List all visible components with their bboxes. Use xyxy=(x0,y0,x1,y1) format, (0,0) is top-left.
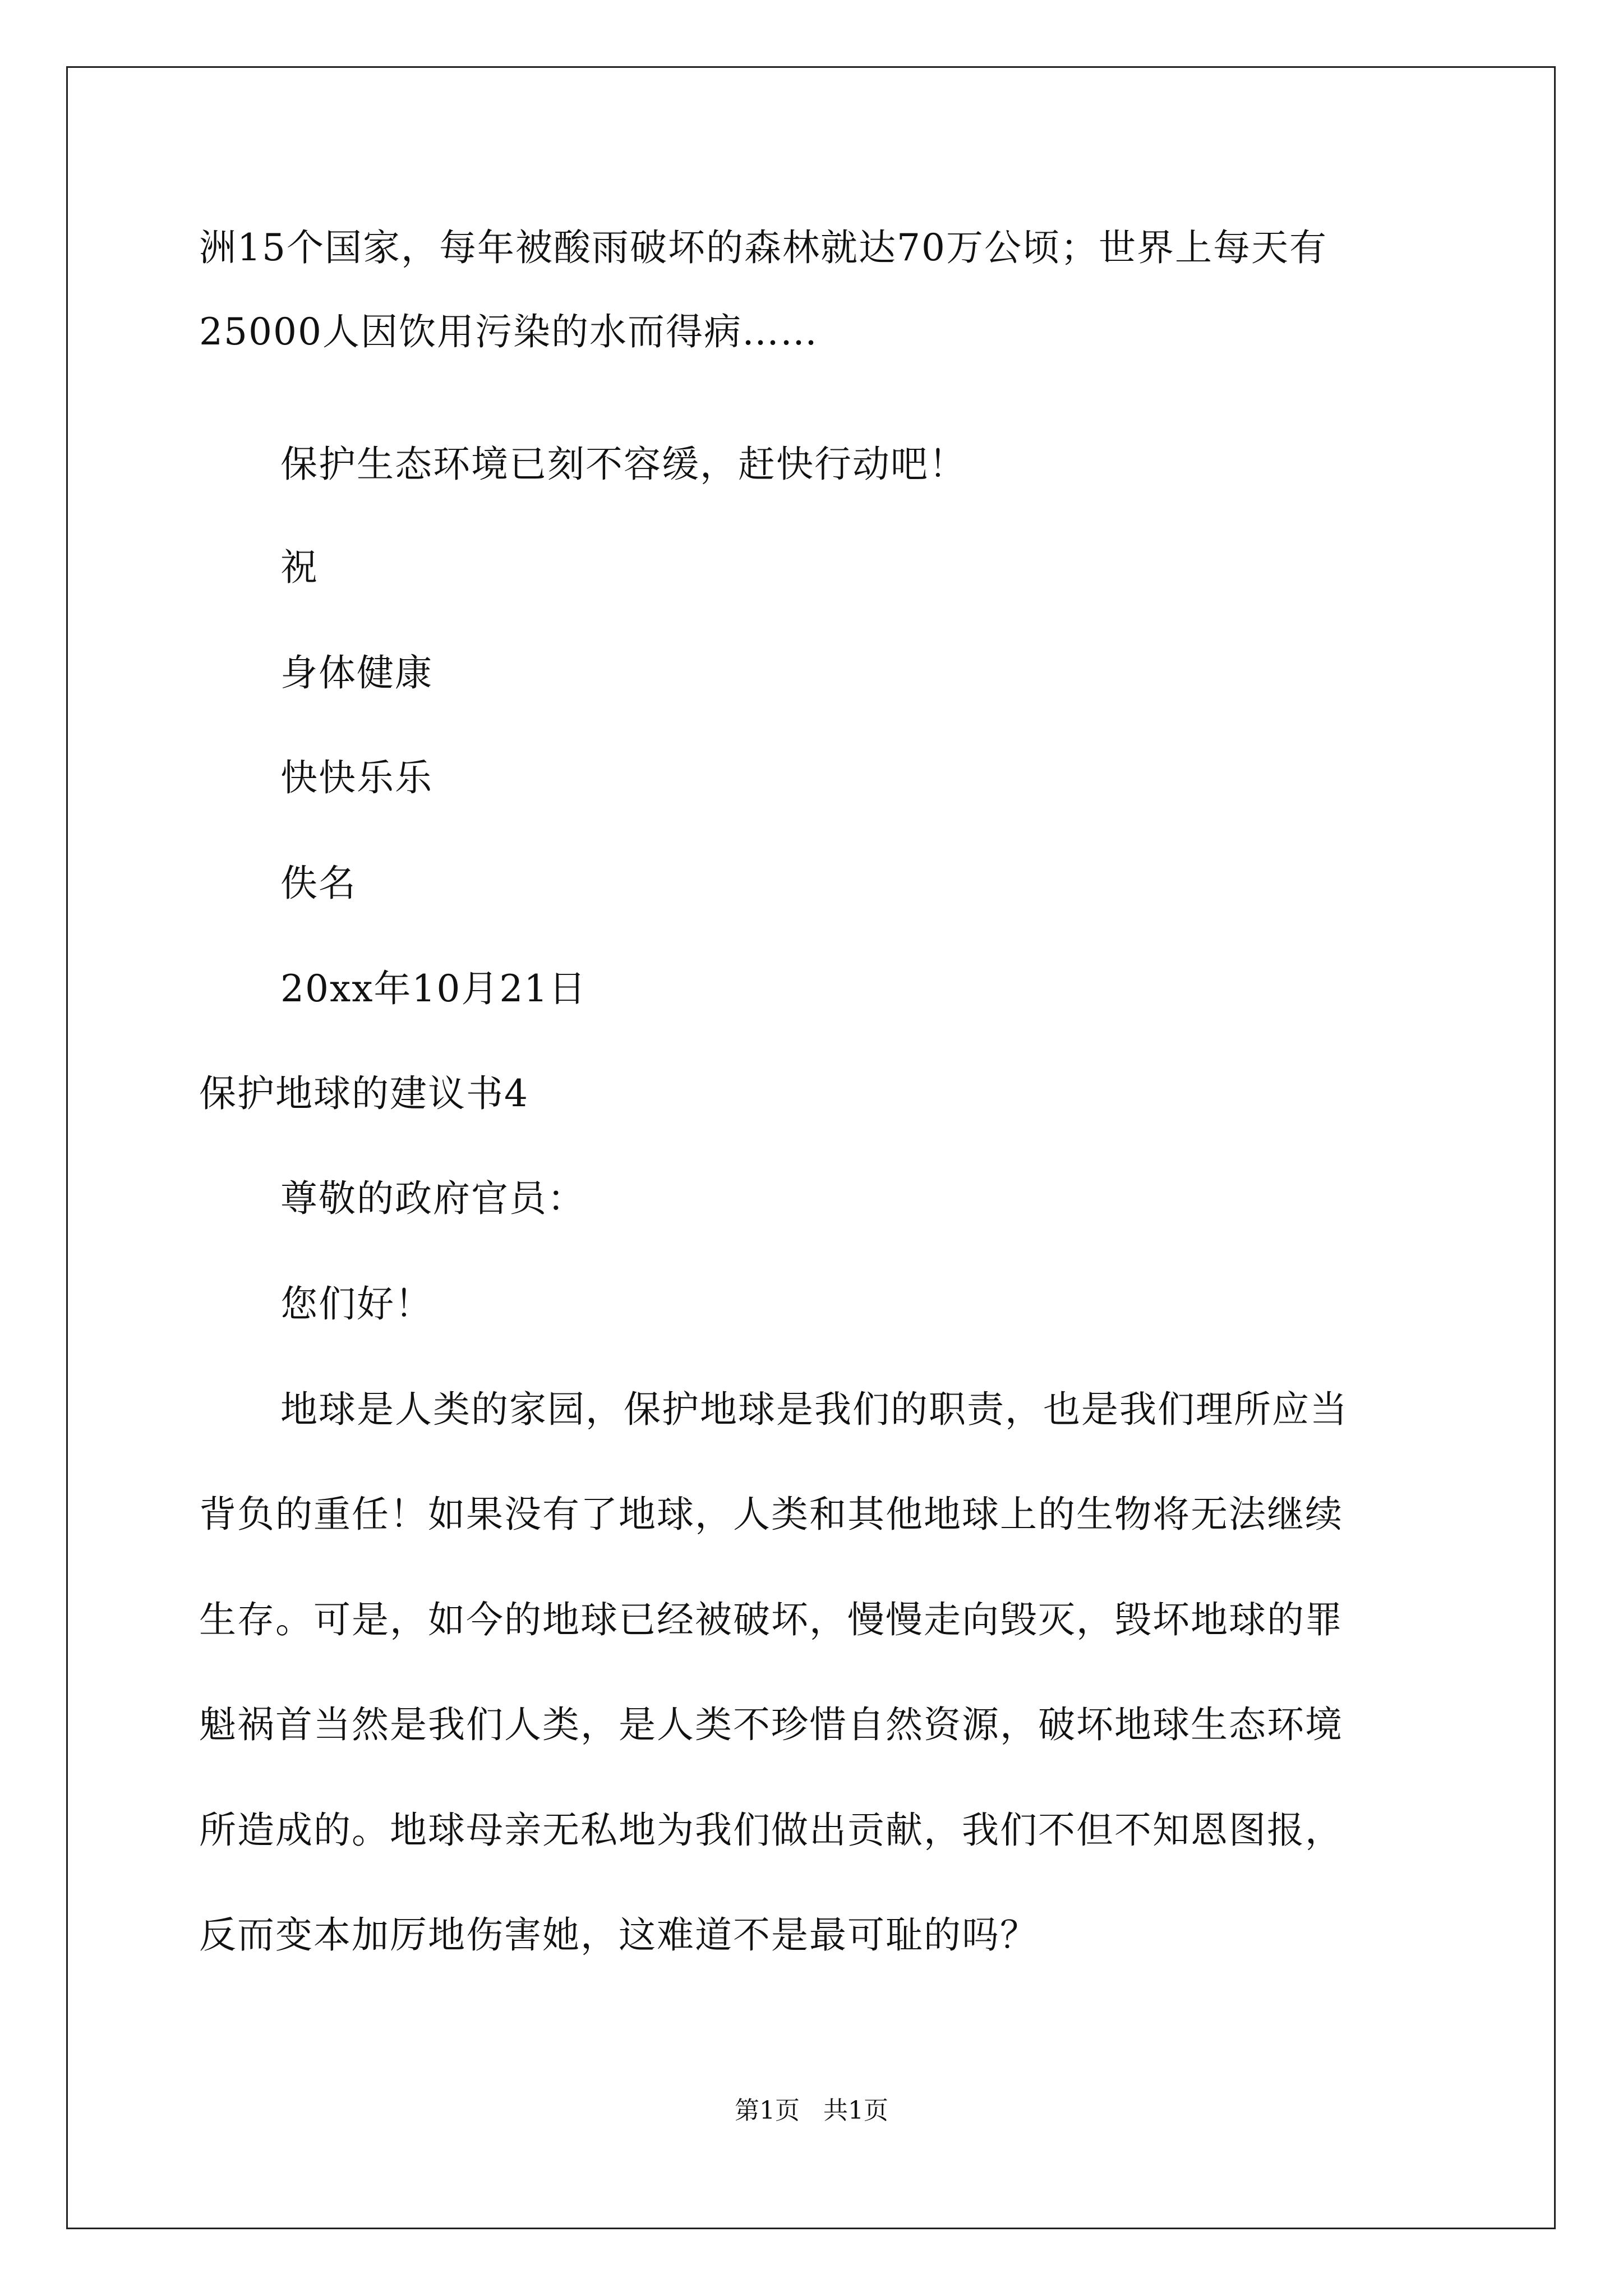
page-footer: 第1页 共1页 xyxy=(735,2096,888,2125)
section-title: 保护地球的建议书4 xyxy=(199,1072,529,1115)
body-line-2: 25000人因饮用污染的水而得病…… xyxy=(199,310,818,353)
signature-date: 20xx年10月21日 xyxy=(280,967,587,1010)
paragraph-line-6: 反而变本加厉地伤害她，这难道不是最可耻的吗？ xyxy=(199,1913,1038,1957)
paragraph-line-2: 背负的重任！如果没有了地球，人类和其他地球上的生物将无法继续 xyxy=(199,1493,1343,1536)
signature-name: 佚名 xyxy=(280,862,357,905)
page-border xyxy=(66,66,1556,2229)
body-line-1: 洲15个国家，每年被酸雨破坏的森林就达70万公顷；世界上每天有 xyxy=(199,226,1327,269)
paragraph-line-1: 地球是人类的家园，保护地球是我们的职责，也是我们理所应当 xyxy=(280,1388,1348,1431)
paragraph-line-4: 魁祸首当然是我们人类，是人类不珍惜自然资源，破坏地球生态环境 xyxy=(199,1703,1343,1746)
closing-line: 保护生态环境已刻不容缓，赶快行动吧！ xyxy=(280,443,967,486)
wish-line: 祝 xyxy=(280,546,319,589)
paragraph-line-5: 所造成的。地球母亲无私地为我们做出贡献，我们不但不知恩图报， xyxy=(199,1809,1343,1852)
paragraph-line-3: 生存。可是，如今的地球已经被破坏，慢慢走向毁灭，毁坏地球的罪 xyxy=(199,1598,1343,1641)
wish-happy: 快快乐乐 xyxy=(280,756,433,799)
greeting: 您们好！ xyxy=(280,1282,433,1326)
salutation: 尊敬的政府官员： xyxy=(280,1177,585,1220)
wish-health: 身体健康 xyxy=(280,651,433,694)
